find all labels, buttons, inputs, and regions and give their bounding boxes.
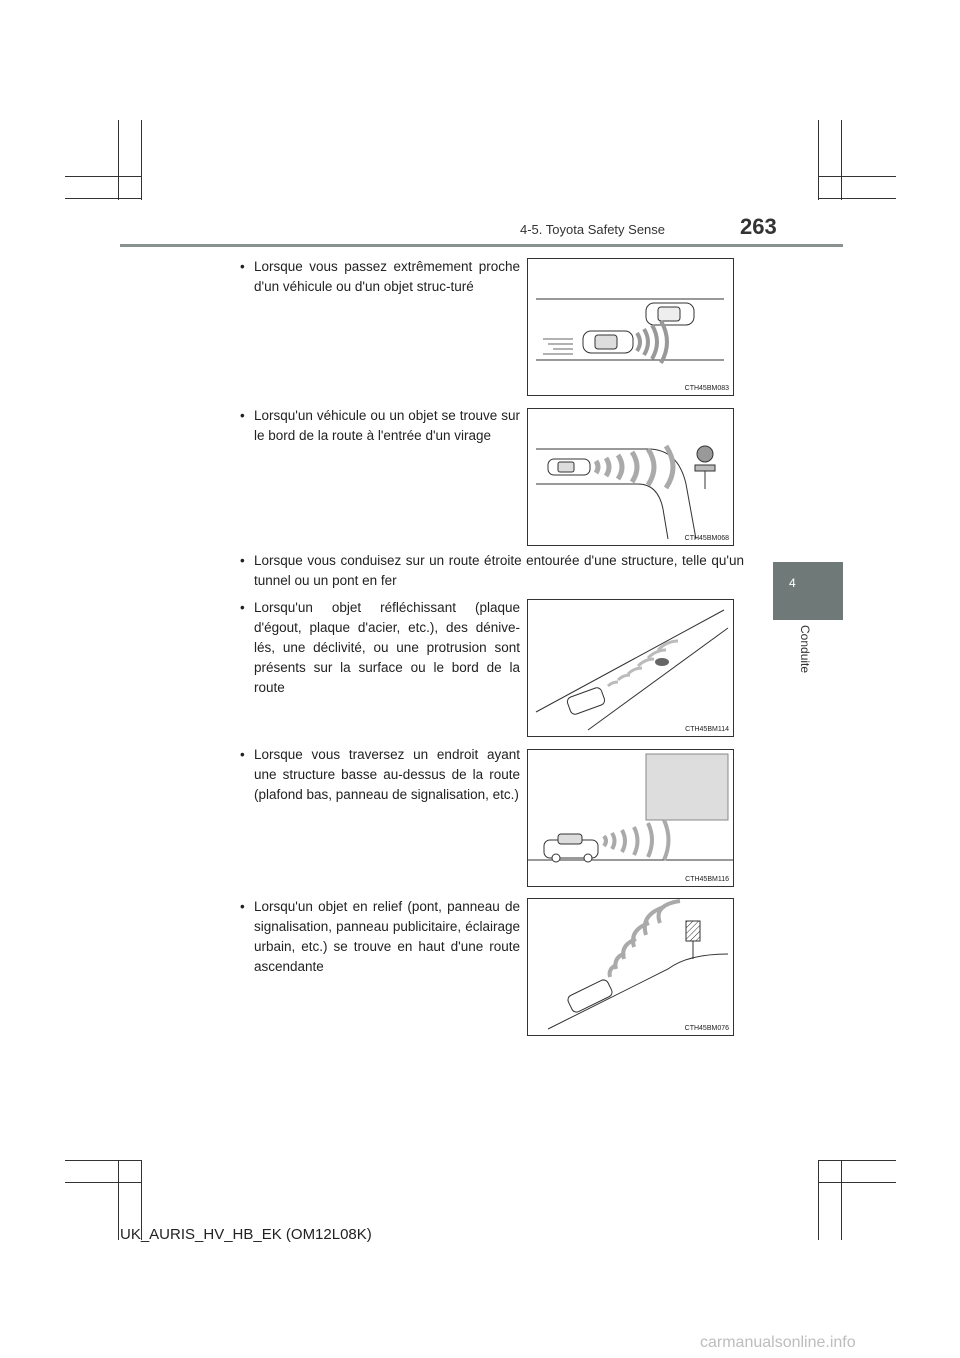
crop-mark: [141, 120, 142, 200]
figure-illustration: [528, 899, 733, 1035]
page-number: 263: [740, 214, 777, 239]
document-id: UK_AURIS_HV_HB_EK (OM12L08K): [120, 1226, 372, 1243]
crop-mark: [118, 120, 119, 200]
header-divider: [120, 244, 843, 247]
crop-mark: [818, 198, 896, 199]
crop-mark: [65, 176, 141, 177]
crop-mark: [65, 198, 141, 199]
watermark: carmanualsonline.info: [700, 1334, 856, 1351]
bullet-item: • Lorsqu'un objet en relief (pont, panneau de signalisation, panneau publicitaire, éclairage urbain, etc.) se trouve en haut d'une route ascendante: [240, 897, 520, 977]
crop-mark: [818, 120, 819, 200]
crop-mark: [65, 1160, 141, 1161]
crop-mark: [818, 176, 896, 177]
figure-illustration: [528, 750, 733, 886]
figure-code: CTH45BM068: [684, 535, 729, 542]
figure-code: CTH45BM116: [685, 876, 729, 883]
bullet-item: • Lorsqu'un objet réfléchissant (plaque d'égout, plaque d'acier, etc.), des dénive-lés, une déclivité, ou une protrusion sont présents sur la surface ou le bord de la route: [240, 598, 520, 698]
figure-code: CTH45BM114: [685, 726, 729, 733]
chapter-tab: [773, 562, 843, 620]
crop-mark: [65, 1182, 141, 1183]
chapter-label: Conduite: [798, 625, 812, 674]
figure-uphill-object: [527, 898, 734, 1036]
crop-mark: [818, 1160, 819, 1240]
crop-mark: [841, 120, 842, 200]
figure-close-vehicle: [527, 258, 734, 396]
bullet-item: • Lorsque vous traversez un endroit ayant une structure basse au-dessus de la route (plafond bas, panneau de signalisation, etc.): [240, 745, 520, 805]
figure-curve-entrance: [527, 408, 734, 546]
crop-mark: [818, 1160, 896, 1161]
chapter-number: 4: [789, 576, 796, 590]
bullet-item: • Lorsqu'un véhicule ou un objet se trouve sur le bord de la route à l'entrée d'un virage: [240, 406, 520, 446]
figure-low-structure: [527, 749, 734, 887]
bullet-item: • Lorsque vous passez extrêmement proche d'un véhicule ou d'un objet struc-turé: [240, 257, 520, 297]
bullet-item: • Lorsque vous conduisez sur un route étroite entourée d'une structure, telle qu'un tunnel ou un pont en fer: [240, 551, 744, 591]
figure-code: CTH45BM083: [684, 385, 729, 392]
crop-mark: [818, 1182, 896, 1183]
crop-mark: [118, 1160, 119, 1240]
figure-illustration: [528, 600, 733, 736]
figure-illustration: [528, 409, 733, 545]
figure-reflective-object: [527, 599, 734, 737]
figure-illustration: [528, 259, 733, 395]
crop-mark: [841, 1160, 842, 1240]
figure-code: CTH45BM076: [684, 1025, 729, 1032]
section-title: 4-5. Toyota Safety Sense: [520, 222, 666, 237]
